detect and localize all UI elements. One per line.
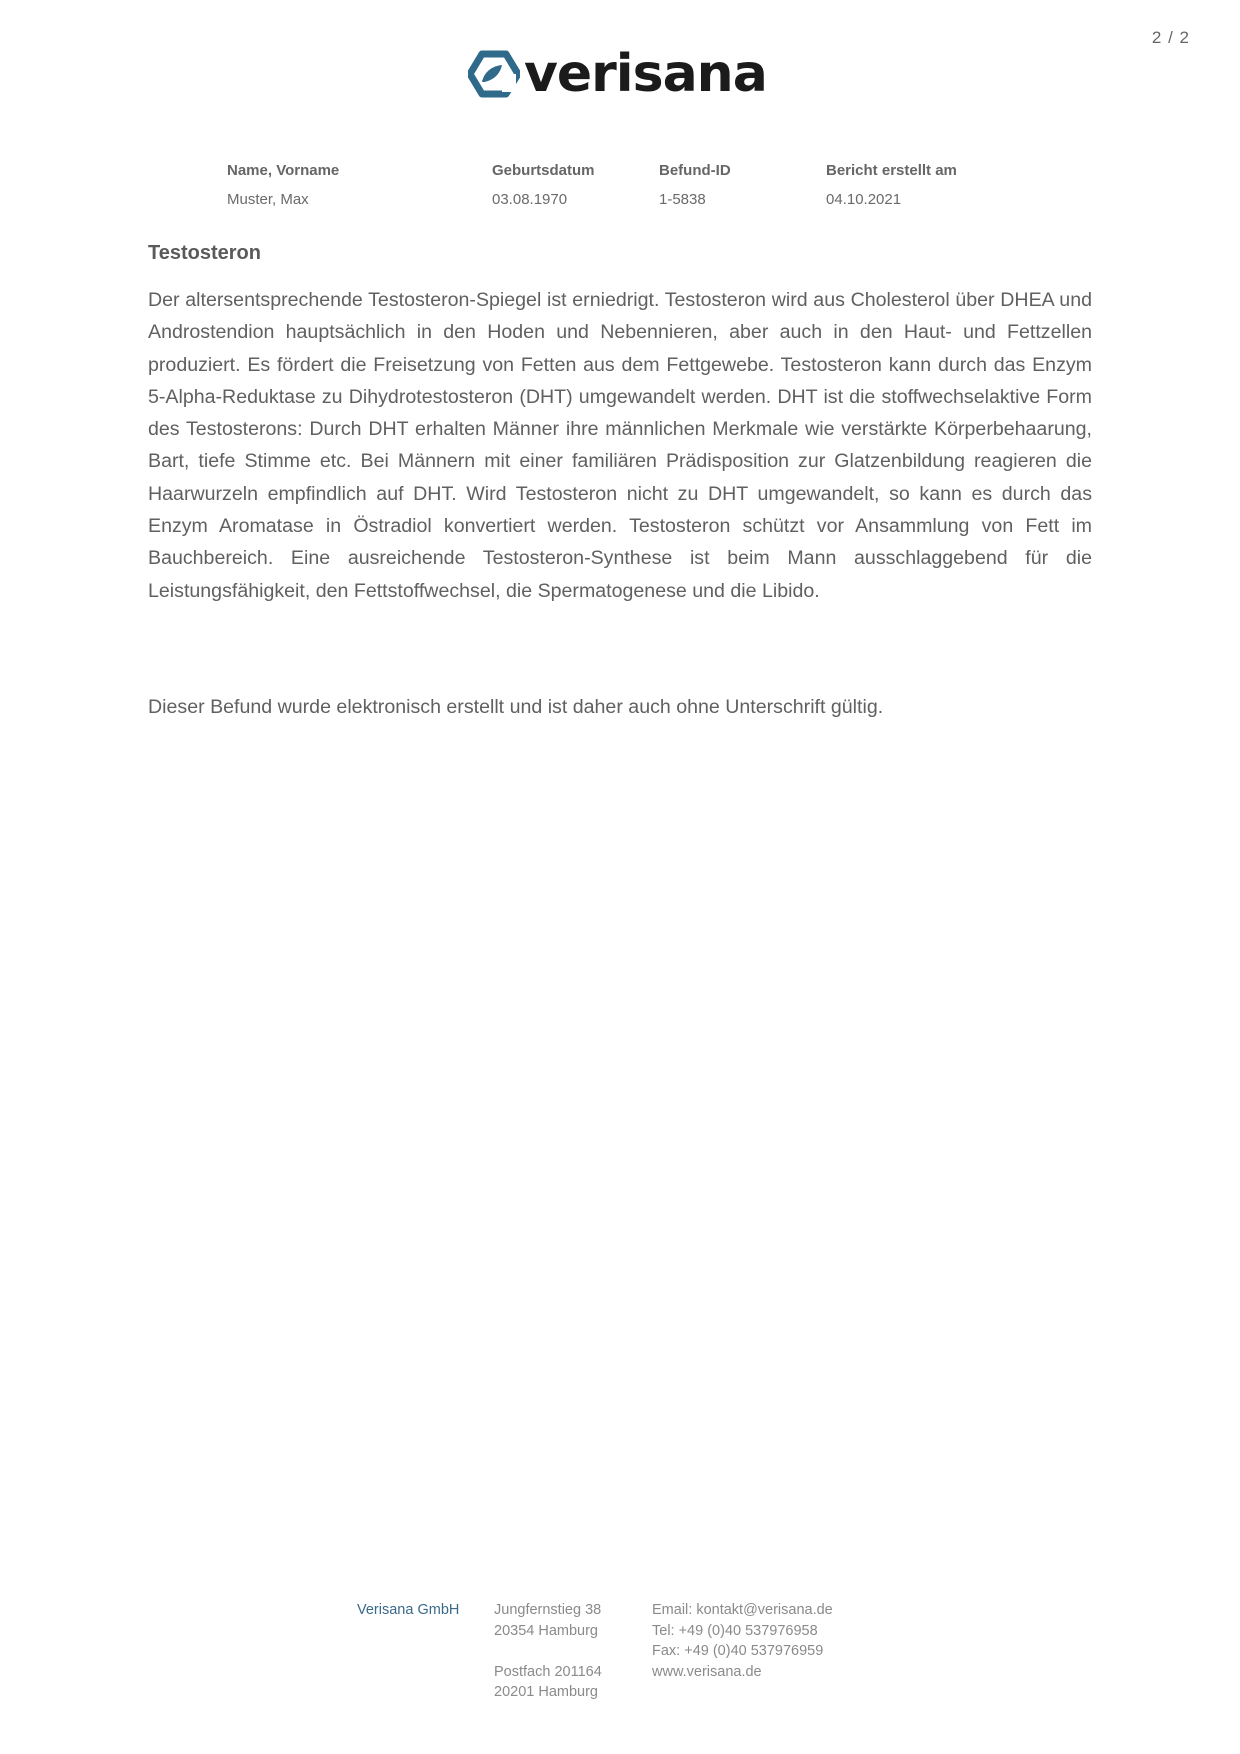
meta-label-birthdate: Geburtsdatum: [492, 162, 595, 179]
meta-value-report-id: 1-5838: [659, 191, 706, 208]
hexagon-leaf-icon: [468, 48, 520, 100]
footer-phone: Tel: +49 (0)40 537976958: [652, 1622, 818, 1639]
footer-postbox-line: Postfach 201164: [494, 1663, 602, 1680]
meta-label-created: Bericht erstellt am: [826, 162, 957, 179]
meta-value-birthdate: 03.08.1970: [492, 191, 568, 208]
patient-meta: [0, 162, 1240, 222]
footer-address-column: [494, 1600, 602, 1703]
footer-postbox-line: 20201 Hamburg: [494, 1684, 598, 1700]
verisana-logo: [468, 44, 767, 104]
section-title: Testosteron: [148, 242, 261, 264]
footer-email[interactable]: Email: kontakt@verisana.de: [652, 1602, 833, 1618]
footer-fax: Fax: +49 (0)40 537976959: [652, 1643, 824, 1659]
section-body-text: Der altersentsprechende Testosteron-Spiegel ist erniedrigt. Testosteron wird aus Cholesterol über DHEA und Androstendion hauptsächlich in den Hoden und Nebennieren, aber auch in den Haut- und Fettzellen produziert. Es fördert die Freisetzung von Fetten aus dem Fettgewebe. Testosteron kann durch das Enzym 5-Alpha-Reduktase zu Dihydrotestosteron (DHT) umgewandelt werden. DHT ist die stoffwechselaktive Form des Testosterons: Durch DHT erhalten Männer ihre männlichen Merkmale wie verstärkte Körperbehaarung, Bart, tiefe Stimme etc. Bei Männern mit einer familiären Prädisposition zur Glatzenbildung reagieren die Haarwurzeln empfindlich auf DHT. Wird Testosteron nicht zu DHT umgewandelt, so kann es durch das Enzym Aromatase in Östradiol konvertiert werden. Testosteron schützt vor Ansammlung von Fett im Bauchbereich. Eine ausreichende Testosteron-Synthese ist beim Mann ausschlaggebend für die Leistungsfähigkeit, den Fettstoffwechsel, die Spermatogenese und die Libido.: [148, 289, 1092, 602]
logo-wordmark: verisana: [524, 44, 767, 104]
footer-company-name: Verisana GmbH: [357, 1602, 460, 1618]
meta-label-report-id: Befund-ID: [659, 162, 731, 179]
meta-value-created: 04.10.2021: [826, 191, 902, 208]
footer-contact-column: [652, 1600, 833, 1682]
validity-note: Dieser Befund wurde elektronisch erstellt und ist daher auch ohne Unterschrift gültig.: [148, 696, 884, 718]
meta-value-name: Muster, Max: [227, 191, 309, 208]
meta-label-name: Name, Vorname: [227, 162, 340, 179]
meta-birthdate-column: [492, 162, 595, 208]
footer-address-line: Jungfernstieg 38: [494, 1602, 602, 1618]
meta-name-column: [227, 162, 339, 208]
meta-created-column: [826, 162, 957, 208]
footer-address-line: 20354 Hamburg: [494, 1622, 598, 1639]
page-number: 2 / 2: [1151, 28, 1190, 47]
footer-company-column: [357, 1600, 459, 1621]
footer-website[interactable]: www.verisana.de: [652, 1663, 762, 1680]
meta-report-id-column: [659, 162, 731, 208]
